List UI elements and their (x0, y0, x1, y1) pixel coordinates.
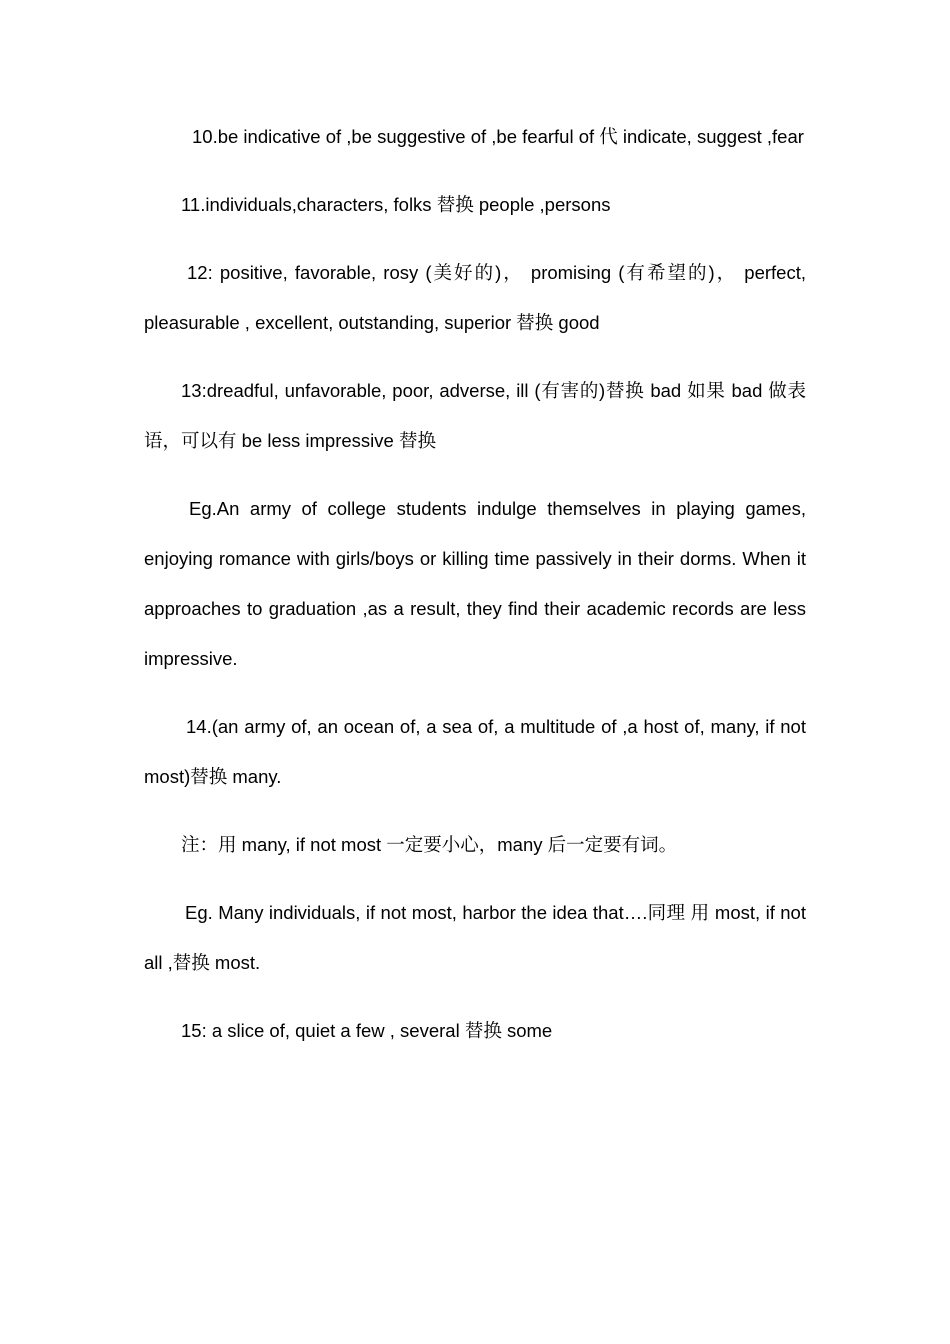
paragraph-item-13: 13:dreadful, unfavorable, poor, adverse, ill (有害的)替换 bad 如果 bad 做表语，可以有 be less impressive 替换 (144, 380, 806, 451)
note-paragraph: 注：用 many, if not most 一定要小心，many 后一定要有词。 (181, 834, 678, 855)
paragraph-item-14: 14.(an army of, an ocean of, a sea of, a multitude of ,a host of, many, if not most)替换 many. (144, 716, 806, 787)
document-page (144, 112, 806, 1074)
paragraph-item-10: 10.be indicative of ,be suggestive of ,be fearful of 代 indicate, suggest ,fear (192, 126, 804, 147)
paragraph-item-11: 11.individuals,characters, folks 替换 people ,persons (181, 194, 611, 215)
paragraph-item-12: 12: positive, favorable, rosy (美好的)， promising (有希望的)， perfect, pleasurable , excellent, outstanding, superior 替换 good (144, 262, 806, 333)
paragraph-item-15: 15: a slice of, quiet a few , several 替换 some (181, 1020, 553, 1041)
example-paragraph-2: Eg. Many individuals, if not most, harbor the idea that….同理 用 most, if not all ,替换 most. (144, 902, 806, 973)
example-paragraph-1: Eg.An army of college students indulge themselves in playing games, enjoying romance with girls/boys or killing time passively in their dorms. When it approaches to graduation ,as a result, they find their academic records are less impressive. (144, 498, 806, 669)
